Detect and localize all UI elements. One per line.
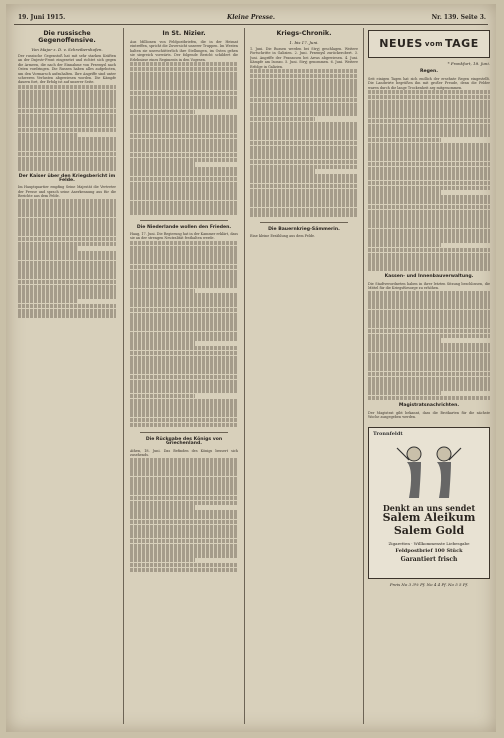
text-line xyxy=(368,186,490,190)
text-line xyxy=(130,510,238,514)
text-line xyxy=(18,237,116,241)
article-text-lines xyxy=(368,291,490,401)
text-line xyxy=(250,69,358,73)
text-line xyxy=(368,338,441,342)
text-line xyxy=(368,362,490,366)
text-line xyxy=(368,262,490,266)
text-line xyxy=(368,229,490,233)
text-line xyxy=(250,88,358,92)
text-line xyxy=(368,152,490,156)
text-line xyxy=(18,109,116,113)
text-line xyxy=(130,143,238,147)
text-line xyxy=(130,458,238,462)
dateline: * Frankfurt, 18. Juni. xyxy=(447,61,490,66)
text-line xyxy=(130,308,238,312)
text-line xyxy=(368,119,490,123)
text-line xyxy=(130,341,195,345)
text-line xyxy=(18,313,116,317)
text-line xyxy=(130,210,238,214)
text-line xyxy=(250,179,358,183)
article-byline: Von Major z. D. v. Schreibershofen. xyxy=(31,47,103,52)
text-line xyxy=(130,477,238,481)
divider xyxy=(140,220,228,221)
text-line xyxy=(368,291,490,295)
text-line xyxy=(250,189,358,193)
text-line xyxy=(250,122,358,126)
text-line xyxy=(368,90,490,94)
text-line xyxy=(130,196,238,200)
text-line xyxy=(18,299,77,303)
article-headline: Die russische Gegenoffensive. xyxy=(38,30,96,44)
text-line xyxy=(368,109,490,113)
text-line xyxy=(18,261,116,265)
text-line xyxy=(130,186,238,190)
text-line xyxy=(18,309,116,313)
article-headline: Kassen- und Innenbauverwaltung. xyxy=(384,274,474,280)
text-line xyxy=(368,300,490,304)
text-line xyxy=(130,205,238,209)
text-line xyxy=(368,147,490,151)
text-line xyxy=(130,399,238,403)
text-line xyxy=(250,146,358,150)
article-body: Haag, 17. Juni. Die Regierung hat in der Kammer erklärt, dass sie an der strengen Neutralität festhalten werde. xyxy=(130,232,238,241)
text-line xyxy=(18,246,77,250)
text-line xyxy=(18,256,116,260)
article-text-lines xyxy=(18,199,116,318)
text-line xyxy=(18,118,116,122)
text-line xyxy=(130,313,238,317)
text-line xyxy=(130,375,238,379)
text-line xyxy=(368,195,490,199)
text-line xyxy=(368,314,490,318)
text-line xyxy=(18,227,116,231)
text-line xyxy=(130,491,238,495)
text-line xyxy=(18,222,116,226)
text-line xyxy=(368,181,490,185)
text-line xyxy=(130,191,238,195)
text-line xyxy=(130,351,238,355)
text-line xyxy=(130,529,238,533)
text-line xyxy=(368,171,490,175)
text-line xyxy=(130,525,238,529)
text-line xyxy=(250,93,358,97)
text-line xyxy=(18,128,116,132)
text-line xyxy=(18,203,116,207)
article-headline: Magistratsnachrichten. xyxy=(398,403,460,409)
text-line xyxy=(130,520,238,524)
text-line xyxy=(18,94,116,98)
text-line xyxy=(368,357,490,361)
ad-tagline: Denkt an uns sendet xyxy=(382,503,476,514)
article-headline: Die Niederlande wollen den Frieden. xyxy=(136,224,232,230)
text-line xyxy=(130,370,238,374)
text-line xyxy=(250,165,358,169)
advertisement xyxy=(368,427,490,579)
text-line xyxy=(130,317,238,321)
text-line xyxy=(368,367,490,371)
article-body: Der Magistrat gibt bekannt, dass die Brotkarten für die nächste Woche ausgegeben werden. xyxy=(368,410,490,419)
article-headline: Die Bauernkrieg-Sämmerin. xyxy=(268,226,340,232)
text-line xyxy=(130,418,238,422)
text-line xyxy=(130,158,238,162)
text-line xyxy=(130,553,238,557)
text-line xyxy=(368,267,490,271)
text-line xyxy=(130,332,238,336)
article-body: Die Stadtverordneten haben in ihrer letzten Sitzung beschlossen, die Mittel für die Kriegsfürsorge zu erhöhen. xyxy=(368,281,490,291)
text-line xyxy=(130,384,238,388)
text-line xyxy=(368,200,490,204)
text-line xyxy=(18,104,116,108)
text-line xyxy=(130,167,238,171)
text-line xyxy=(130,462,238,466)
text-line xyxy=(18,142,116,146)
text-line xyxy=(250,98,358,102)
text-line xyxy=(368,305,490,309)
text-line xyxy=(130,548,238,552)
text-line xyxy=(18,85,116,89)
text-line xyxy=(130,336,238,340)
text-line xyxy=(130,110,195,114)
ad-price: Preis No 3 3½ Pf. No 4 4 Pf. No 5 5 Pf. xyxy=(389,582,469,588)
ad-product-name: Salem Gold xyxy=(393,524,465,538)
column-2 xyxy=(130,28,238,724)
text-line xyxy=(130,568,238,572)
text-line xyxy=(130,182,238,186)
ad-brand: Tronnfeldt xyxy=(373,431,403,438)
text-line xyxy=(250,79,358,83)
text-line xyxy=(368,295,490,299)
text-line xyxy=(130,119,238,123)
text-line xyxy=(250,160,358,164)
text-line xyxy=(368,100,490,104)
text-line xyxy=(130,322,238,326)
text-line xyxy=(18,123,116,127)
text-line xyxy=(250,169,315,173)
text-line xyxy=(130,105,238,109)
text-line xyxy=(368,157,490,161)
text-line xyxy=(250,198,358,202)
ad-product-name: Salem Aleikum xyxy=(382,511,476,525)
text-line xyxy=(250,184,358,188)
text-line xyxy=(130,201,238,205)
article-body: Athen, 18. Juni. Das Befinden des Königs bessert sich zusehends. xyxy=(130,448,238,458)
text-line xyxy=(368,343,490,347)
section-masthead xyxy=(368,30,490,58)
text-line xyxy=(18,285,116,289)
text-line xyxy=(130,274,238,278)
text-line xyxy=(368,210,490,214)
text-line xyxy=(130,115,238,119)
text-line xyxy=(368,138,441,142)
text-line xyxy=(250,103,358,107)
text-line xyxy=(130,558,195,562)
header-paper-name: Kleine Presse. xyxy=(226,14,275,21)
article-text-lines xyxy=(368,90,490,271)
text-line xyxy=(250,117,315,121)
text-line xyxy=(250,136,358,140)
text-line xyxy=(250,112,358,116)
article-body: Der russische Gegenstoß hat mit sehr starken Kräften an der Dnjestr-Front eingesetzt und richtet sich gegen die Armeen, die nach der Einnahme von Przemysl nach Osten vordringen. Die Russen haben alles aufgeboten, um den Vormarsch aufzuhalten. Ihre Angriffe sind unter schweren Verlusten abgewiesen worden. Die Kämpfe dauern fort, der Erfolg ist auf unserer Seite. xyxy=(18,54,116,85)
text-line xyxy=(130,265,238,269)
article-headline: Die Rückgabe des Königs von Griechenland. xyxy=(145,436,223,447)
text-line xyxy=(130,86,238,90)
text-line xyxy=(250,155,358,159)
text-line xyxy=(368,253,490,257)
ad-illustration xyxy=(379,440,479,500)
text-line xyxy=(250,83,358,87)
text-line xyxy=(368,238,490,242)
text-line xyxy=(18,137,116,141)
text-line xyxy=(130,486,238,490)
text-line xyxy=(130,505,195,509)
text-line xyxy=(368,257,490,261)
text-line xyxy=(130,100,238,104)
text-line xyxy=(130,134,238,138)
ad-description: Zigaretten · Willkommenste Liebesgabe xyxy=(388,541,470,547)
text-line xyxy=(130,394,195,398)
article-text-lines xyxy=(130,458,238,572)
text-line xyxy=(130,501,238,505)
column-4 xyxy=(368,28,490,724)
text-line xyxy=(130,365,238,369)
text-line xyxy=(368,377,490,381)
column-rule xyxy=(363,28,364,724)
text-line xyxy=(18,280,116,284)
text-line xyxy=(130,389,238,393)
text-line xyxy=(18,161,116,165)
text-line xyxy=(130,76,238,80)
text-line xyxy=(130,346,238,350)
text-line xyxy=(368,162,490,166)
text-line xyxy=(18,147,116,151)
text-line xyxy=(18,199,116,203)
article-headline: Kriegs-Chronik. xyxy=(276,30,332,37)
text-line xyxy=(130,413,238,417)
text-line xyxy=(368,133,490,137)
text-line xyxy=(18,218,116,222)
text-line xyxy=(18,133,77,137)
text-line xyxy=(18,99,116,103)
text-line xyxy=(130,124,238,128)
text-line xyxy=(130,380,238,384)
text-line xyxy=(368,233,490,237)
text-line xyxy=(18,213,116,217)
text-line xyxy=(368,348,490,352)
text-line xyxy=(368,143,490,147)
text-line xyxy=(130,62,238,66)
text-line xyxy=(130,177,238,181)
text-line xyxy=(18,242,116,246)
header-date: 19. Juni 1915. xyxy=(18,14,66,21)
column-3 xyxy=(250,28,358,724)
text-line xyxy=(130,172,238,176)
text-line xyxy=(250,126,358,130)
article-subhead: 1. bis 17. Juni. xyxy=(289,40,319,45)
divider xyxy=(260,222,348,223)
divider xyxy=(140,432,228,433)
text-line xyxy=(18,152,116,156)
article-headline: In St. Nizier. xyxy=(162,30,206,37)
text-line xyxy=(130,96,238,100)
header-issue: Nr. 139. Seite 3. xyxy=(431,14,486,21)
text-line xyxy=(18,265,116,269)
text-line xyxy=(18,294,116,298)
text-line xyxy=(368,329,490,333)
text-line xyxy=(368,124,490,128)
article-body: Seit einigen Tagen hat sich endlich der ersehnte Regen eingestellt. Die Landwirte begrüßen ihn mit großer Freude, denn die Felder waren durch die lange Trockenheit arg mitgenommen. xyxy=(368,76,490,90)
text-line xyxy=(250,107,358,111)
text-line xyxy=(130,403,238,407)
text-line xyxy=(130,423,238,427)
text-line xyxy=(18,114,116,118)
text-line xyxy=(18,270,116,274)
text-line xyxy=(130,356,238,360)
text-line xyxy=(250,150,358,154)
text-line xyxy=(18,157,116,161)
text-line xyxy=(130,241,238,245)
text-line xyxy=(18,289,116,293)
article-text-lines xyxy=(250,69,358,217)
text-line xyxy=(130,67,238,71)
article-body: Im Hauptquartier empfing Seine Majestät die Vertreter der Presse und sprach seine Anerkennung aus für die Berichte aus dem Felde. xyxy=(18,185,116,199)
text-line xyxy=(368,95,490,99)
text-line xyxy=(130,293,238,297)
text-line xyxy=(368,248,490,252)
text-line xyxy=(130,284,238,288)
text-line xyxy=(368,224,490,228)
column-rule xyxy=(123,28,124,724)
text-line xyxy=(18,90,116,94)
text-line xyxy=(130,148,238,152)
text-line xyxy=(368,104,490,108)
text-line xyxy=(130,408,238,412)
text-line xyxy=(130,72,238,76)
text-line xyxy=(368,396,490,400)
text-line xyxy=(130,327,238,331)
page-header xyxy=(14,12,488,25)
text-line xyxy=(368,391,441,395)
text-line xyxy=(368,319,490,323)
text-line xyxy=(368,243,441,247)
text-line xyxy=(130,255,238,259)
text-line xyxy=(18,166,116,170)
text-line xyxy=(250,74,358,78)
article-body: 1. Juni. Die Russen werden bei Stryj geschlagen. Weitere Fortschritte in Galizien. 2. Juni. Przemysl zurückerobert. 3. Juni. Angriffe der Franzosen bei Arras abgewiesen. 4. Juni. Kämpfe am Isonzo. 5. Juni. Stryj genommen. 6. Juni. Weitere Erfolge in Galizien. xyxy=(250,47,358,69)
text-line xyxy=(130,360,238,364)
text-line xyxy=(368,310,490,314)
text-line xyxy=(130,246,238,250)
text-line xyxy=(130,467,238,471)
text-line xyxy=(18,208,116,212)
text-line xyxy=(368,324,490,328)
text-line xyxy=(368,219,490,223)
text-line xyxy=(368,386,490,390)
text-line xyxy=(130,289,195,293)
article-text-lines xyxy=(130,241,238,427)
text-line xyxy=(368,205,490,209)
text-line xyxy=(250,131,358,135)
text-line xyxy=(250,208,358,212)
text-line xyxy=(130,153,238,157)
text-line xyxy=(130,496,238,500)
text-line xyxy=(18,304,116,308)
masthead-word: NEUES xyxy=(379,36,423,50)
text-line xyxy=(368,381,490,385)
text-line xyxy=(130,481,238,485)
article-text-lines xyxy=(18,85,116,171)
text-line xyxy=(130,162,195,166)
text-line xyxy=(130,534,238,538)
text-line xyxy=(130,539,238,543)
text-line xyxy=(368,167,490,171)
article-body: Eine kleine Erzählung aus dem Felde. xyxy=(250,234,316,239)
text-line xyxy=(18,275,116,279)
text-line xyxy=(368,334,490,338)
text-line xyxy=(130,81,238,85)
column-rule xyxy=(244,28,245,724)
text-line xyxy=(368,372,490,376)
column-1 xyxy=(18,28,116,724)
text-line xyxy=(130,472,238,476)
text-line xyxy=(18,232,116,236)
text-line xyxy=(130,515,238,519)
text-line xyxy=(130,91,238,95)
article-body: Aus Millionen von Feldpostbriefen, die in der Heimat eintreffen, spricht die Zuversicht unserer Truppen. Im Westen halten sie unerschütterlich ihre Stellungen, im Osten gehen sie siegreich vorwärts. Der folgende Bericht schildert die Erlebnisse eines Regiments in den Vogesen. xyxy=(130,40,238,62)
text-line xyxy=(130,129,238,133)
text-line xyxy=(130,260,238,264)
text-line xyxy=(130,303,238,307)
text-line xyxy=(250,174,358,178)
text-line xyxy=(368,128,490,132)
text-line xyxy=(130,563,238,567)
newspaper-page xyxy=(6,4,496,732)
masthead-word: TAGE xyxy=(445,36,479,50)
text-line xyxy=(250,203,358,207)
text-line xyxy=(368,353,490,357)
text-line xyxy=(250,193,358,197)
text-line xyxy=(18,251,116,255)
ad-guarantee: Garantiert frisch xyxy=(400,556,458,564)
text-line xyxy=(130,250,238,254)
text-line xyxy=(250,212,358,216)
text-line xyxy=(130,279,238,283)
text-line xyxy=(130,544,238,548)
ad-offer: Feldpostbrief 100 Stück xyxy=(395,548,463,555)
text-line xyxy=(368,214,490,218)
article-headline: Der Kaiser über den Kriegsbericht im Felde. xyxy=(18,173,116,183)
text-line xyxy=(368,190,441,194)
text-line xyxy=(130,139,238,143)
masthead-word: vom xyxy=(424,39,444,48)
text-line xyxy=(368,114,490,118)
text-line xyxy=(250,141,358,145)
article-headline: Regen. xyxy=(419,69,439,75)
text-line xyxy=(130,270,238,274)
article-text-lines xyxy=(130,62,238,215)
text-line xyxy=(130,298,238,302)
text-line xyxy=(368,176,490,180)
